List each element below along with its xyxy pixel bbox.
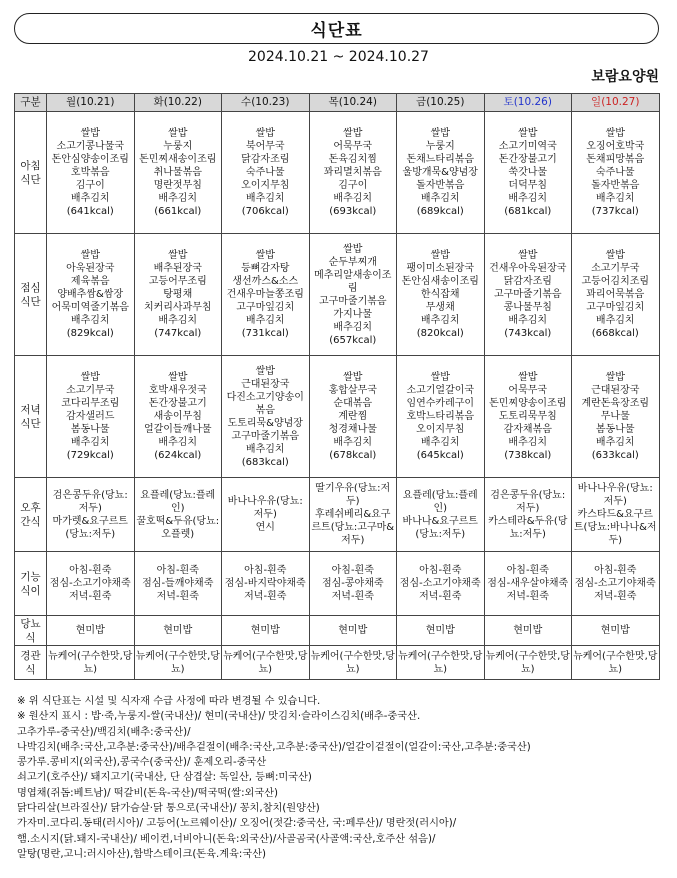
menu-item: 뉴케어(구수한맛,당뇨) <box>398 650 483 675</box>
menu-item: 돈육김치찜 <box>328 154 377 165</box>
menu-item: 점심-새우살야채죽 <box>487 578 569 589</box>
menu-item: 감자채볶음 <box>503 424 552 435</box>
menu-item: 호박볶음 <box>70 167 110 178</box>
menu-item: 배추김치 <box>70 193 110 204</box>
menu-item: 오징어호박국 <box>586 141 645 152</box>
menu-item: 얼갈이들깨나물 <box>143 424 212 435</box>
table-row-lunch <box>15 234 660 356</box>
menu-cell <box>309 234 397 356</box>
menu-cell <box>134 552 222 616</box>
menu-cell <box>47 112 135 234</box>
menu-item: (657kcal) <box>329 334 377 346</box>
menu-item: 호박새우젓국 <box>148 385 207 396</box>
menu-item: 현미밥 <box>163 625 193 636</box>
note-line: 가자미.코다리.동태(러시아)/ 고등어(노르웨이산)/ 오징어(젓갈:중국산, 국:페루산)/ 명란젓(러시아)/ <box>17 818 457 830</box>
menu-cell <box>572 234 660 356</box>
menu-item: 뉴케어(구수한맛,당뇨) <box>573 650 658 675</box>
menu-item: 어묵무국 <box>333 141 373 152</box>
menu-item: (668kcal) <box>591 328 639 339</box>
menu-item: 현미밥 <box>250 625 280 636</box>
menu-item: 숙주나물 <box>595 167 635 178</box>
menu-item: 쌀밥 <box>430 250 450 261</box>
menu-item: (683kcal) <box>241 456 289 468</box>
row-label-line: 간식 <box>20 515 41 528</box>
menu-item: 소고기무국 <box>66 385 115 396</box>
menu-cell <box>47 616 135 646</box>
row-label-dinner <box>15 356 47 478</box>
menu-item: 현미밥 <box>513 625 543 636</box>
menu-item: 저녁-흰죽 <box>331 591 374 602</box>
menu-item: (641kcal) <box>66 206 114 217</box>
menu-item: 아침-흰죽 <box>331 565 374 576</box>
menu-item: 코다리무조림 <box>61 398 120 409</box>
menu-cell <box>484 112 572 234</box>
menu-item: 배추김치 <box>420 315 460 326</box>
menu-cell <box>134 646 222 680</box>
menu-item: 고구마줄기볶음 <box>318 295 387 307</box>
menu-item: 배추김치 <box>245 443 285 455</box>
menu-item: 쌀밥 <box>255 365 275 377</box>
menu-item: (633kcal) <box>591 450 639 461</box>
row-label-line: 식이 <box>20 584 41 597</box>
header-day-fri: 금(10.25) <box>397 94 485 112</box>
menu-item: 현미밥 <box>600 625 630 636</box>
menu-cell <box>309 478 397 552</box>
menu-item: 연시 <box>255 522 275 533</box>
menu-cell <box>572 646 660 680</box>
menu-item: 저녁-흰죽 <box>506 591 549 602</box>
menu-cell <box>484 478 572 552</box>
menu-item: 오이지무침 <box>416 424 465 435</box>
menu-item: 쌀밥 <box>343 243 363 255</box>
menu-cell <box>309 646 397 680</box>
menu-item: (743kcal) <box>504 328 552 339</box>
menu-cell <box>572 552 660 616</box>
menu-item: 저녁-흰죽 <box>419 591 462 602</box>
menu-item: 현미밥 <box>338 625 368 636</box>
menu-item: 후레쉬베리&요구르트(당뇨:고구마&저두) <box>311 509 395 546</box>
table-body <box>15 112 660 680</box>
row-label-line: 기능 <box>20 570 41 583</box>
menu-cell <box>134 616 222 646</box>
menu-item: 돈간장불고기 <box>498 154 557 165</box>
menu-cell <box>397 112 485 234</box>
menu-item: (678kcal) <box>329 450 377 461</box>
menu-item: 아침-흰죽 <box>506 565 549 576</box>
menu-item: 쌀밥 <box>518 372 538 383</box>
menu-item: 새송이무침 <box>153 411 202 422</box>
menu-item: 쌀밥 <box>168 250 188 261</box>
menu-item: 한식잡채 <box>420 289 460 300</box>
menu-item: 배추김치 <box>158 315 198 326</box>
menu-item: 현미밥 <box>425 625 455 636</box>
row-label-line: 식단 <box>20 295 41 308</box>
row-label-tube-feeding <box>15 646 47 680</box>
menu-item: 배추김치 <box>245 193 285 204</box>
menu-item: 어묵무국 <box>508 385 548 396</box>
menu-item: 청경채나물 <box>328 424 377 435</box>
menu-item: 쌀밥 <box>518 128 538 139</box>
menu-item: 팽이미소된장국 <box>406 263 475 274</box>
row-label-line: 아침 <box>20 159 41 172</box>
menu-item: 다진소고기양송이볶음 <box>226 391 304 416</box>
menu-item: 배추된장국 <box>153 263 202 274</box>
menu-item: (737kcal) <box>591 206 639 217</box>
menu-item: 북어무국 <box>245 141 285 152</box>
menu-item: 김구이 <box>75 180 105 191</box>
menu-item: 메추리알새송이조림 <box>314 269 392 294</box>
menu-item: 양배추쌈&쌈장 <box>57 289 124 300</box>
header-category: 구분 <box>15 94 47 112</box>
menu-cell <box>47 552 135 616</box>
menu-item: 어묵미역줄기볶음 <box>51 302 129 313</box>
menu-item: (681kcal) <box>504 206 552 217</box>
menu-item: 뉴케어(구수한맛,당뇨) <box>48 650 133 675</box>
menu-item: 고구마잎김치 <box>236 302 295 313</box>
menu-item: 아침-흰죽 <box>419 565 462 576</box>
table-header-row <box>15 94 660 112</box>
menu-cell <box>397 616 485 646</box>
menu-item: (731kcal) <box>241 328 289 339</box>
menu-item: (747kcal) <box>154 328 202 339</box>
menu-item: 뉴케어(구수한맛,당뇨) <box>135 650 220 675</box>
menu-item: 배추김치 <box>158 437 198 448</box>
menu-item: 소고기얼갈이국 <box>406 385 475 396</box>
menu-item: 돌자반볶음 <box>416 180 465 191</box>
note-line: ※ 위 식단표는 시설 및 식자재 수급 사정에 따라 변경될 수 있습니다. <box>17 696 321 707</box>
note-line: 닭다리살(브라질산)/ 닭가슴살·닭 통으로(국내산)/ 꽁치,참치(원양산) <box>17 803 320 815</box>
menu-item: 돈안심새송이조림 <box>401 276 479 287</box>
menu-cell <box>222 616 310 646</box>
menu-item: 쌀밥 <box>255 128 275 139</box>
menu-cell <box>484 646 572 680</box>
menu-item: 고구마줄기볶음 <box>493 289 562 300</box>
menu-cell <box>134 234 222 356</box>
menu-cell <box>222 112 310 234</box>
menu-item: 더덕무침 <box>508 180 548 191</box>
note-line: 햄.소시지(닭.돼지-국내산)/ 베이컨,너비아니(돈육:외국산)/사골곰국(사골액:국산,호주산 섞음)/ <box>17 833 436 845</box>
menu-item: (729kcal) <box>66 450 114 461</box>
menu-item: (738kcal) <box>504 450 552 461</box>
menu-cell <box>484 234 572 356</box>
menu-item: 현미밥 <box>75 625 105 636</box>
row-label-line: 점심 <box>20 281 41 294</box>
note-line: 명엽채(쥐돔:베트남)/ 떡갈비(돈육-국산)/떡국떡(쌀:외국산) <box>17 787 278 799</box>
menu-item: (829kcal) <box>66 328 114 339</box>
menu-item: 쌀밥 <box>430 372 450 383</box>
menu-item: 소고기무국 <box>591 263 640 274</box>
menu-item: 쌀밥 <box>80 128 100 139</box>
menu-item: (661kcal) <box>154 206 202 217</box>
page-title: 식단표 <box>14 13 659 44</box>
menu-item: 요플레(당뇨:플레인) <box>140 489 216 514</box>
menu-item: 쌀밥 <box>168 372 188 383</box>
menu-item: 배추김치 <box>595 315 635 326</box>
menu-item: 김구이 <box>338 180 368 191</box>
menu-item: 순두부찌개 <box>328 256 377 268</box>
menu-item: 배추김치 <box>508 437 548 448</box>
menu-item: 고구마줄기볶음 <box>231 430 300 442</box>
menu-item: 고구마잎김치 <box>586 302 645 313</box>
menu-item: 배추김치 <box>420 437 460 448</box>
row-label-lunch <box>15 234 47 356</box>
menu-item: 계란돈육장조림 <box>581 398 650 409</box>
table-row-breakfast <box>15 112 660 234</box>
table-row-dinner <box>15 356 660 478</box>
menu-cell <box>397 356 485 478</box>
menu-cell <box>309 112 397 234</box>
menu-item: 소고기콩나물국 <box>56 141 125 152</box>
header-day-mon: 월(10.21) <box>47 94 135 112</box>
table-row-snack <box>15 478 660 552</box>
note-line: ※ 원산지 표시 : 밥·죽,누룽지-쌀(국내산)/ 현미(국내산)/ 맛김치·슬라이스김치(배추-중국산. <box>17 711 421 723</box>
menu-item: 울방개묵&양념장 <box>402 167 478 178</box>
menu-item: 무나물 <box>600 411 630 422</box>
menu-cell <box>134 356 222 478</box>
menu-item: 쌀밥 <box>80 372 100 383</box>
menu-cell <box>572 112 660 234</box>
menu-item: 배추김치 <box>158 193 198 204</box>
menu-item: 돈간장불고기 <box>148 398 207 409</box>
menu-item: 임연수카레구이 <box>406 398 475 409</box>
date-range: 2024.10.21 ~ 2024.10.27 <box>248 49 429 65</box>
menu-item: 고등어무조림 <box>148 276 207 287</box>
row-label-line: 식 <box>25 631 36 644</box>
header-day-sat: 토(10.26) <box>484 94 572 112</box>
row-label-breakfast <box>15 112 47 234</box>
note-line: 나박김치(배추:국산,고추분:중국산)/배추겉절이(배추:국산,고추분:중국산)/얼갈이겉절이(얼갈이:국산,고추분:중국산) <box>17 741 531 753</box>
menu-cell <box>572 478 660 552</box>
menu-item: 저녁-흰죽 <box>594 591 637 602</box>
menu-item: 뉴케어(구수한맛,당뇨) <box>310 650 395 675</box>
menu-item: 요플레(당뇨:플레인) <box>402 489 478 514</box>
menu-cell <box>134 478 222 552</box>
menu-item: 닭감자조림 <box>241 154 290 165</box>
menu-item: 홍합살무국 <box>328 385 377 396</box>
menu-item: 바나나우유(당뇨:저두) <box>227 496 303 520</box>
menu-item: 명란젓무침 <box>153 180 202 191</box>
note-line: 알탕(명란,고니:러시아산),함박스테이크(돈육.계육:국산) <box>17 848 266 860</box>
menu-item: 누룽지 <box>425 141 455 152</box>
menu-item: 배추김치 <box>333 321 373 333</box>
menu-cell <box>572 616 660 646</box>
menu-item: 아침-흰죽 <box>594 565 637 576</box>
menu-item: 오이지무침 <box>241 180 290 191</box>
row-label-functional-diet <box>15 552 47 616</box>
row-label-line: 당뇨 <box>20 617 41 630</box>
menu-item: 점심-소고기야채죽 <box>49 578 131 589</box>
menu-item: 돌자반볶음 <box>591 180 640 191</box>
menu-item: 근대된장국 <box>241 378 290 390</box>
menu-cell <box>397 646 485 680</box>
menu-item: 저녁-흰죽 <box>244 591 287 602</box>
meal-plan-table <box>14 93 660 680</box>
menu-cell <box>397 234 485 356</box>
menu-item: 쌀밥 <box>605 250 625 261</box>
menu-cell <box>309 552 397 616</box>
menu-cell <box>47 646 135 680</box>
menu-item: 배추김치 <box>333 193 373 204</box>
menu-item: 닭감자조림 <box>503 276 552 287</box>
menu-item: 가지나물 <box>333 308 373 320</box>
menu-item: 배추김치 <box>245 315 285 326</box>
menu-item: 점심-들깨야채죽 <box>142 578 214 589</box>
menu-item: 쌀밥 <box>343 372 363 383</box>
menu-item: 봄동나물 <box>595 424 635 435</box>
menu-item: 쌀밥 <box>430 128 450 139</box>
menu-item: (820kcal) <box>416 328 464 339</box>
menu-cell <box>47 356 135 478</box>
menu-item: 순대볶음 <box>333 398 373 409</box>
menu-item: (693kcal) <box>329 206 377 217</box>
menu-item: 등뼈감자탕 <box>241 263 290 274</box>
menu-item: 돈민찌양송이조림 <box>489 398 567 409</box>
menu-item: 딸기우유(당뇨:저두) <box>315 483 391 507</box>
menu-item: 뉴케어(구수한맛,당뇨) <box>485 650 570 675</box>
menu-item: 제육볶음 <box>70 276 110 287</box>
menu-cell <box>484 616 572 646</box>
row-label-snack <box>15 478 47 552</box>
menu-item: 소고기미역국 <box>498 141 557 152</box>
menu-item: 돈안심양송이조림 <box>51 154 129 165</box>
menu-item: 아침-흰죽 <box>69 565 112 576</box>
menu-item: 점심-소고기야채죽 <box>399 578 481 589</box>
menu-item: 쌀밥 <box>518 250 538 261</box>
menu-item: 콩나물무침 <box>503 302 552 313</box>
menu-item: 돈민찌새송이조림 <box>139 154 217 165</box>
menu-item: 아침-흰죽 <box>156 565 199 576</box>
menu-cell <box>222 356 310 478</box>
menu-item: (645kcal) <box>416 450 464 461</box>
menu-item: 저녁-흰죽 <box>69 591 112 602</box>
menu-cell <box>222 478 310 552</box>
menu-item: 치커리사과무침 <box>143 302 212 313</box>
menu-item: 쌀밥 <box>605 372 625 383</box>
menu-item: 카스타드&요구르트(당뇨:바나나&저두) <box>573 509 657 546</box>
menu-item: 바나나우유(당뇨:저두) <box>577 483 653 507</box>
menu-item: 탕평채 <box>163 289 193 300</box>
menu-item: 숙주나물 <box>245 167 285 178</box>
menu-cell <box>222 646 310 680</box>
notes-section <box>17 694 667 862</box>
menu-item: 건새우마늘쫑조림 <box>226 289 304 300</box>
menu-item: 아욱된장국 <box>66 263 115 274</box>
menu-item: 쌀밥 <box>255 250 275 261</box>
row-label-line: 식단 <box>20 173 41 186</box>
table-row-functional-diet <box>15 552 660 616</box>
table-row-tube-feeding <box>15 646 660 680</box>
menu-item: (689kcal) <box>416 206 464 217</box>
menu-item: 배추김치 <box>595 437 635 448</box>
menu-item: 배추김치 <box>508 193 548 204</box>
menu-item: 호박느타리볶음 <box>406 411 475 422</box>
row-label-line: 식단 <box>20 417 41 430</box>
menu-item: 돈채피망볶음 <box>586 154 645 165</box>
menu-item: 감자샐러드 <box>66 411 115 422</box>
menu-item: 도토리묵&양념장 <box>227 417 303 429</box>
header-day-sun: 일(10.27) <box>572 94 660 112</box>
menu-item: 카스테라&두유(당뇨:저두) <box>488 515 568 540</box>
menu-cell <box>47 234 135 356</box>
facility-name: 보람요양원 <box>591 69 659 85</box>
menu-cell <box>309 616 397 646</box>
row-label-line: 경관 <box>20 649 41 662</box>
menu-item: 건새우아욱된장국 <box>489 263 567 274</box>
row-label-line: 저녁 <box>20 403 41 416</box>
menu-cell <box>222 552 310 616</box>
header-day-wed: 수(10.23) <box>222 94 310 112</box>
note-line: 쇠고기(호주산)/ 돼지고기(국내산, 단 삼겹살: 독일산, 등뼈:미국산) <box>17 772 312 784</box>
menu-item: 쑥갓나물 <box>508 167 548 178</box>
menu-item: 돈채느타리볶음 <box>406 154 475 165</box>
menu-item: 배추김치 <box>595 193 635 204</box>
row-label-line: 식 <box>25 663 36 676</box>
note-line: 고추가루-중국산)/백김치(배추:중국산)/ <box>17 726 191 738</box>
menu-item: 꽈리멸치볶음 <box>323 167 382 178</box>
row-label-line: 오후 <box>20 501 41 514</box>
menu-item: (706kcal) <box>241 206 289 217</box>
header-day-tue: 화(10.22) <box>134 94 222 112</box>
menu-item: 쌀밥 <box>80 250 100 261</box>
header-day-thu: 목(10.24) <box>309 94 397 112</box>
menu-item: 생선까스&소스 <box>232 276 299 287</box>
menu-item: 쌀밥 <box>605 128 625 139</box>
menu-item: 꽈리어묵볶음 <box>586 289 645 300</box>
menu-item: 봄동나물 <box>70 424 110 435</box>
menu-item: (624kcal) <box>154 450 202 461</box>
menu-cell <box>397 478 485 552</box>
menu-item: 아침-흰죽 <box>244 565 287 576</box>
menu-item: 꿀호떡&두유(당뇨:오플렛) <box>136 515 220 540</box>
menu-item: 계란찜 <box>338 411 368 422</box>
menu-cell <box>222 234 310 356</box>
menu-item: 저녁-흰죽 <box>156 591 199 602</box>
menu-item: 점심-바지락야채죽 <box>224 578 306 589</box>
menu-item: 근대된장국 <box>591 385 640 396</box>
menu-cell <box>484 356 572 478</box>
menu-item: 배추김치 <box>508 315 548 326</box>
table-row-diabetic-diet <box>15 616 660 646</box>
menu-item: 배추김치 <box>333 437 373 448</box>
menu-item: 점심-콩야채죽 <box>321 578 384 589</box>
menu-cell <box>397 552 485 616</box>
menu-cell <box>134 112 222 234</box>
menu-cell <box>309 356 397 478</box>
menu-item: 바나나&요구르트(당뇨:저두) <box>402 515 478 540</box>
menu-item: 배추김치 <box>70 315 110 326</box>
menu-item: 누룽지 <box>163 141 193 152</box>
menu-cell <box>484 552 572 616</box>
menu-cell <box>572 356 660 478</box>
menu-cell <box>47 478 135 552</box>
note-line: 콩가루.콩비지(외국산),콩국수(중국산)/ 훈제오리-중국산 <box>17 757 267 769</box>
menu-item: 배추김치 <box>420 193 460 204</box>
menu-item: 검은콩두유(당뇨:저두) <box>52 489 128 514</box>
menu-item: 쌀밥 <box>168 128 188 139</box>
menu-item: 검은콩두유(당뇨:저두) <box>490 489 566 514</box>
menu-item: 무생채 <box>425 302 455 313</box>
row-label-diabetic-diet <box>15 616 47 646</box>
menu-item: 취나물볶음 <box>153 167 202 178</box>
menu-item: 배추김치 <box>70 437 110 448</box>
menu-item: 점심-소고기야채죽 <box>574 578 656 589</box>
menu-item: 쌀밥 <box>343 128 363 139</box>
menu-item: 뉴케어(구수한맛,당뇨) <box>223 650 308 675</box>
menu-item: 고등어김치조림 <box>581 276 650 287</box>
menu-item: 마가렛&요구르트(당뇨:저두) <box>52 515 128 540</box>
menu-item: 도토리묵무침 <box>498 411 557 422</box>
